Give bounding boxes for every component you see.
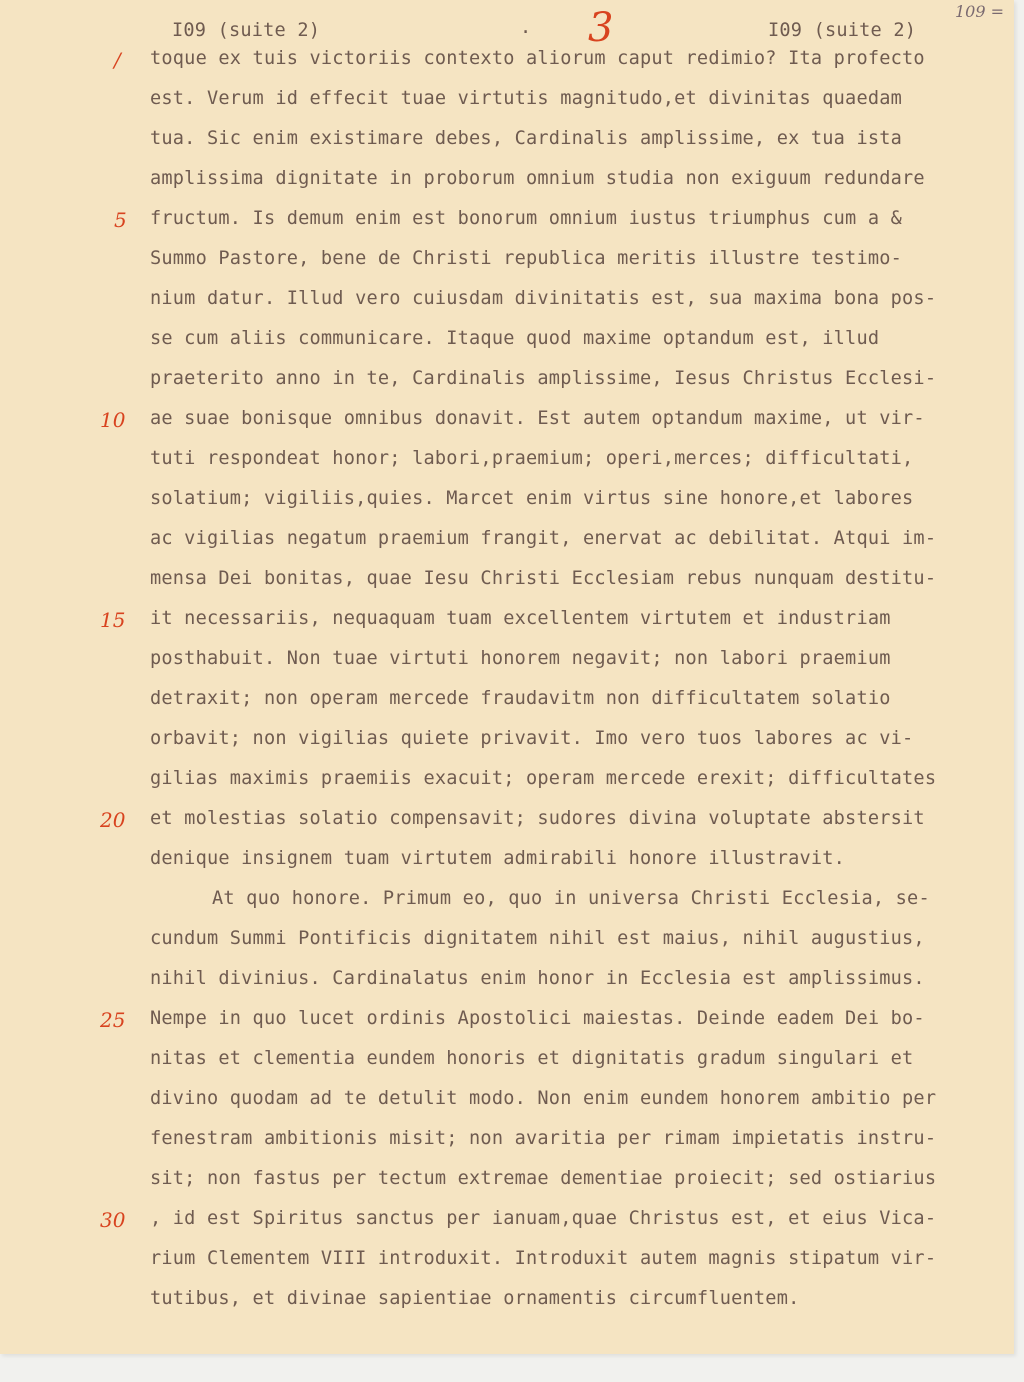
handwritten-corner-note: 109 = xyxy=(955,2,1005,21)
text-line: Nempe in quo lucet ordinis Apostolici maiestas. Deinde eadem Dei bo- xyxy=(150,1008,925,1029)
text-line: mensa Dei bonitas, quae Iesu Christi Ecclesiam rebus nunquam destitu- xyxy=(150,568,937,589)
text-line: fenestram ambitionis misit; non avaritia per rimam impietatis instru- xyxy=(150,1128,937,1149)
line-number-15: 15 xyxy=(100,608,126,632)
text-line: nium datur. Illud vero cuiusdam divinitatis est, sua maxima bona pos- xyxy=(150,288,937,309)
handwritten-page-number: 3 xyxy=(588,5,614,51)
text-line: posthabuit. Non tuae virtuti honorem negavit; non labori praemium xyxy=(150,648,891,669)
text-line: tuti respondeat honor; labori,praemium; operi,merces; difficultati, xyxy=(150,448,914,469)
text-line: amplissima dignitate in proborum omnium studia non exiguum redundare xyxy=(150,168,925,189)
text-line: praeterito anno in te, Cardinalis amplissime, Iesus Christus Ecclesi- xyxy=(150,368,937,389)
text-line: tutibus, et divinae sapientiae ornamentis circumfluentem. xyxy=(150,1288,800,1309)
text-line: denique insignem tuam virtutem admirabili honore illustravit. xyxy=(150,848,846,869)
text-line: et molestias solatio compensavit; sudores divina voluptate abstersit xyxy=(150,808,925,829)
text-line: detraxit; non operam mercede fraudavitm non difficultatem solatio xyxy=(150,688,891,709)
text-line: nihil divinius. Cardinalatus enim honor in Ecclesia est amplissimus. xyxy=(150,968,925,989)
page-header-right: I09 (suite 2) xyxy=(768,20,917,41)
page-header-left: I09 (suite 2) xyxy=(172,20,321,41)
text-line: At quo honore. Primum eo, quo in universa Christi Ecclesia, se- xyxy=(212,888,930,909)
line-number-20: 20 xyxy=(100,808,126,832)
text-line: toque ex tuis victoriis contexto aliorum caput redimio? Ita profecto xyxy=(150,48,925,69)
text-line: solatium; vigiliis,quies. Marcet enim virtus sine honore,et labores xyxy=(150,488,914,509)
text-line: sit; non fastus per tectum extremae dementiae proiecit; sed ostiarius xyxy=(150,1168,937,1189)
line-number-10: 10 xyxy=(100,408,126,432)
text-line: est. Verum id effecit tuae virtutis magnitudo,et divinitas quaedam xyxy=(150,88,903,109)
text-line: nitas et clementia eundem honoris et dignitatis gradum singulari et xyxy=(150,1048,914,1069)
line-number-30: 30 xyxy=(100,1208,126,1232)
text-line: divino quodam ad te detulit modo. Non enim eundem honorem ambitio per xyxy=(150,1088,937,1109)
text-line: ac vigilias negatum praemium frangit, enervat ac debilitat. Atqui im- xyxy=(150,528,937,549)
text-line: , id est Spiritus sanctus per ianuam,quae Christus est, et eius Vica- xyxy=(150,1208,937,1229)
header-dot: · xyxy=(520,22,532,43)
line-number-1: / xyxy=(114,48,121,72)
line-number-25: 25 xyxy=(100,1008,126,1032)
text-line: it necessariis, nequaquam tuam excellentem virtutem et industriam xyxy=(150,608,891,629)
text-line: gilias maximis praemiis exacuit; operam mercede erexit; difficultates xyxy=(150,768,937,789)
text-line: cundum Summi Pontificis dignitatem nihil est maius, nihil augustius, xyxy=(150,928,925,949)
text-line: se cum aliis communicare. Itaque quod maxime optandum est, illud xyxy=(150,328,880,349)
line-number-5: 5 xyxy=(114,208,127,232)
text-line: ae suae bonisque omnibus donavit. Est autem optandum maxime, ut vir- xyxy=(150,408,925,429)
text-line: fructum. Is demum enim est bonorum omnium iustus triumphus cum a & xyxy=(150,208,903,229)
text-line: tua. Sic enim existimare debes, Cardinalis amplissime, ex tua ista xyxy=(150,128,903,149)
text-line: Summo Pastore, bene de Christi republica meritis illustre testimo- xyxy=(150,248,903,269)
text-line: orbavit; non vigilias quiete privavit. Imo vero tuos labores ac vi- xyxy=(150,728,914,749)
text-line: rium Clementem VIII introduxit. Introduxit autem magnis stipatum vir- xyxy=(150,1248,937,1269)
